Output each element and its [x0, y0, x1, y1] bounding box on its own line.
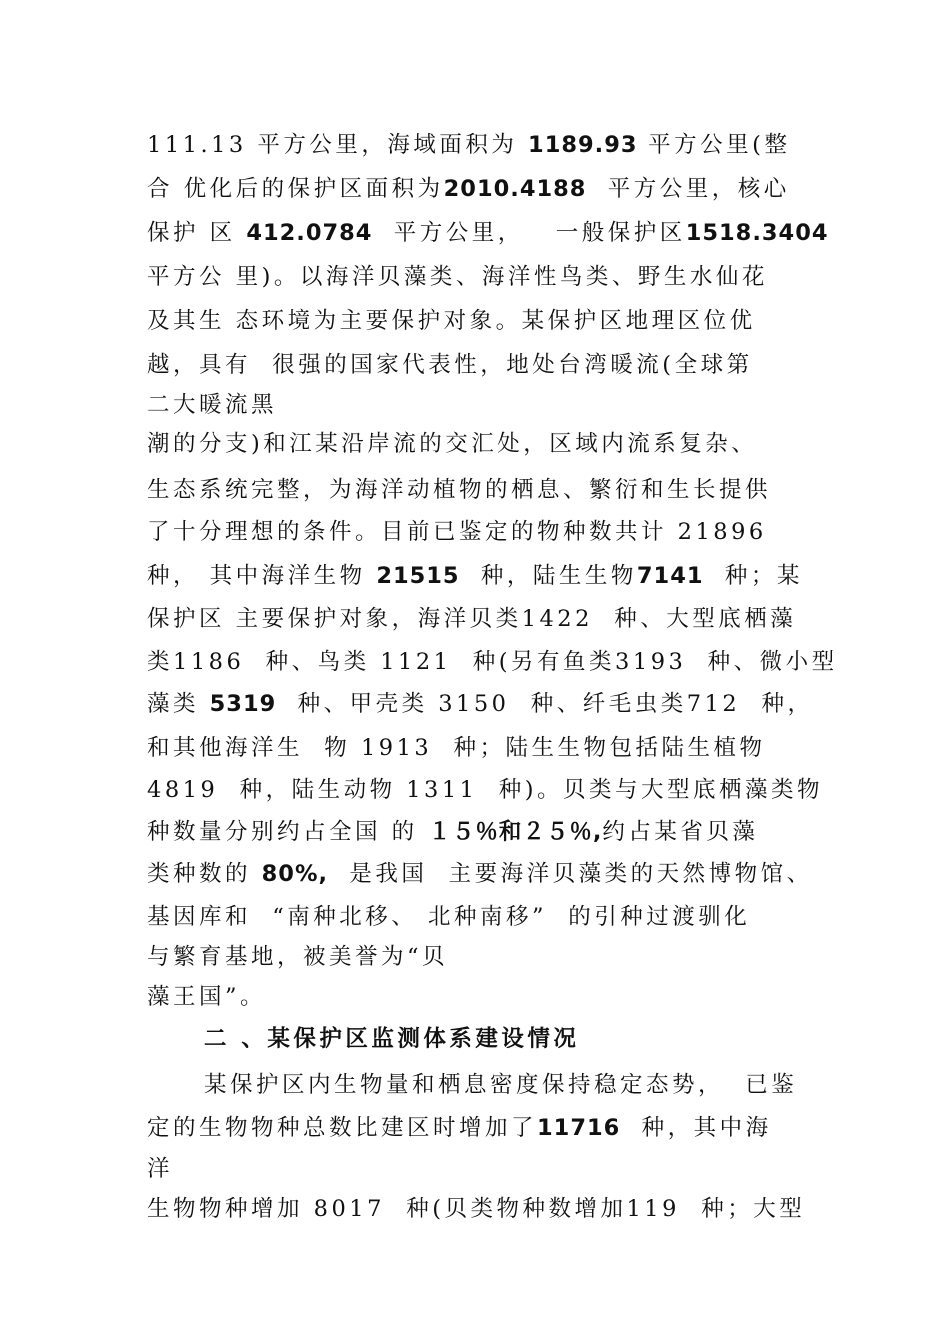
text-line: 藻类 5319 种、甲壳类 3150 种、纤毛虫类712 种， [147, 691, 814, 717]
text-line: 及其生 态环境为主要保护对象。某保护区地理区位优 [147, 308, 756, 334]
section-heading: 二 、某保护区监测体系建设情况 [204, 1026, 580, 1052]
text-line: 合 优化后的保护区面积为2010.4188 平方公里，核心 [147, 176, 790, 202]
text-line: 了十分理想的条件。目前已鉴定的物种数共计 21896 [147, 519, 767, 545]
text-line: 保护区 主要保护对象，海洋贝类1422 种、大型底栖藻 [147, 606, 797, 632]
text-line: 4819 种，陆生动物 1311 种)。贝类与大型底栖藻类物 [147, 777, 824, 803]
text-line: 二大暖流黑 [147, 392, 278, 418]
text-line: 保护 区 412.0784 平方公里， 一般保护区1518.3404 [147, 220, 829, 246]
text-line: 111.13 平方公里，海域面积为 1189.93 平方公里(整 [147, 132, 791, 158]
text-line: 生物物种增加 8017 种(贝类物种数增加119 种；大型 [147, 1196, 806, 1222]
text-line: 越，具有 很强的国家代表性，地处台湾暖流(全球第 [147, 352, 753, 378]
text-line: 类种数的 80%, 是我国 主要海洋贝藻类的天然博物馆、 [147, 861, 813, 887]
text-line: 潮的分支)和江某沿岸流的交汇处，区域内流系复杂、 [147, 431, 758, 457]
text-line: 类1186 种、鸟类 1121 种(另有鱼类3193 种、微小型 [147, 649, 838, 675]
text-line: 平方公 里)。以海洋贝藻类、海洋性鸟类、野生水仙花 [147, 264, 768, 290]
text-line: 种， 其中海洋生物 21515 种，陆生生物7141 种；某 [147, 563, 803, 589]
text-line: 和其他海洋生 物 1913 种；陆生生物包括陆生植物 [147, 735, 766, 761]
text-line: 与繁育基地，被美誉为“贝 [147, 944, 449, 970]
text-line: 洋 [147, 1156, 174, 1182]
text-line: 基因库和 “南种北移、 北种南移” 的引种过渡驯化 [147, 904, 751, 930]
paragraph-first-line: 某保护区内生物量和栖息密度保持稳定态势， 已鉴 [204, 1072, 798, 1098]
text-line: 藻王国”。 [147, 984, 267, 1010]
text-line: 种数量分别约占全国 的 １５％和２５％,约占某省贝藻 [147, 819, 759, 845]
text-line: 生态系统完整，为海洋动植物的栖息、繁衍和生长提供 [147, 477, 772, 503]
text-line: 定的生物物种总数比建区时增加了11716 种，其中海 [147, 1115, 772, 1141]
